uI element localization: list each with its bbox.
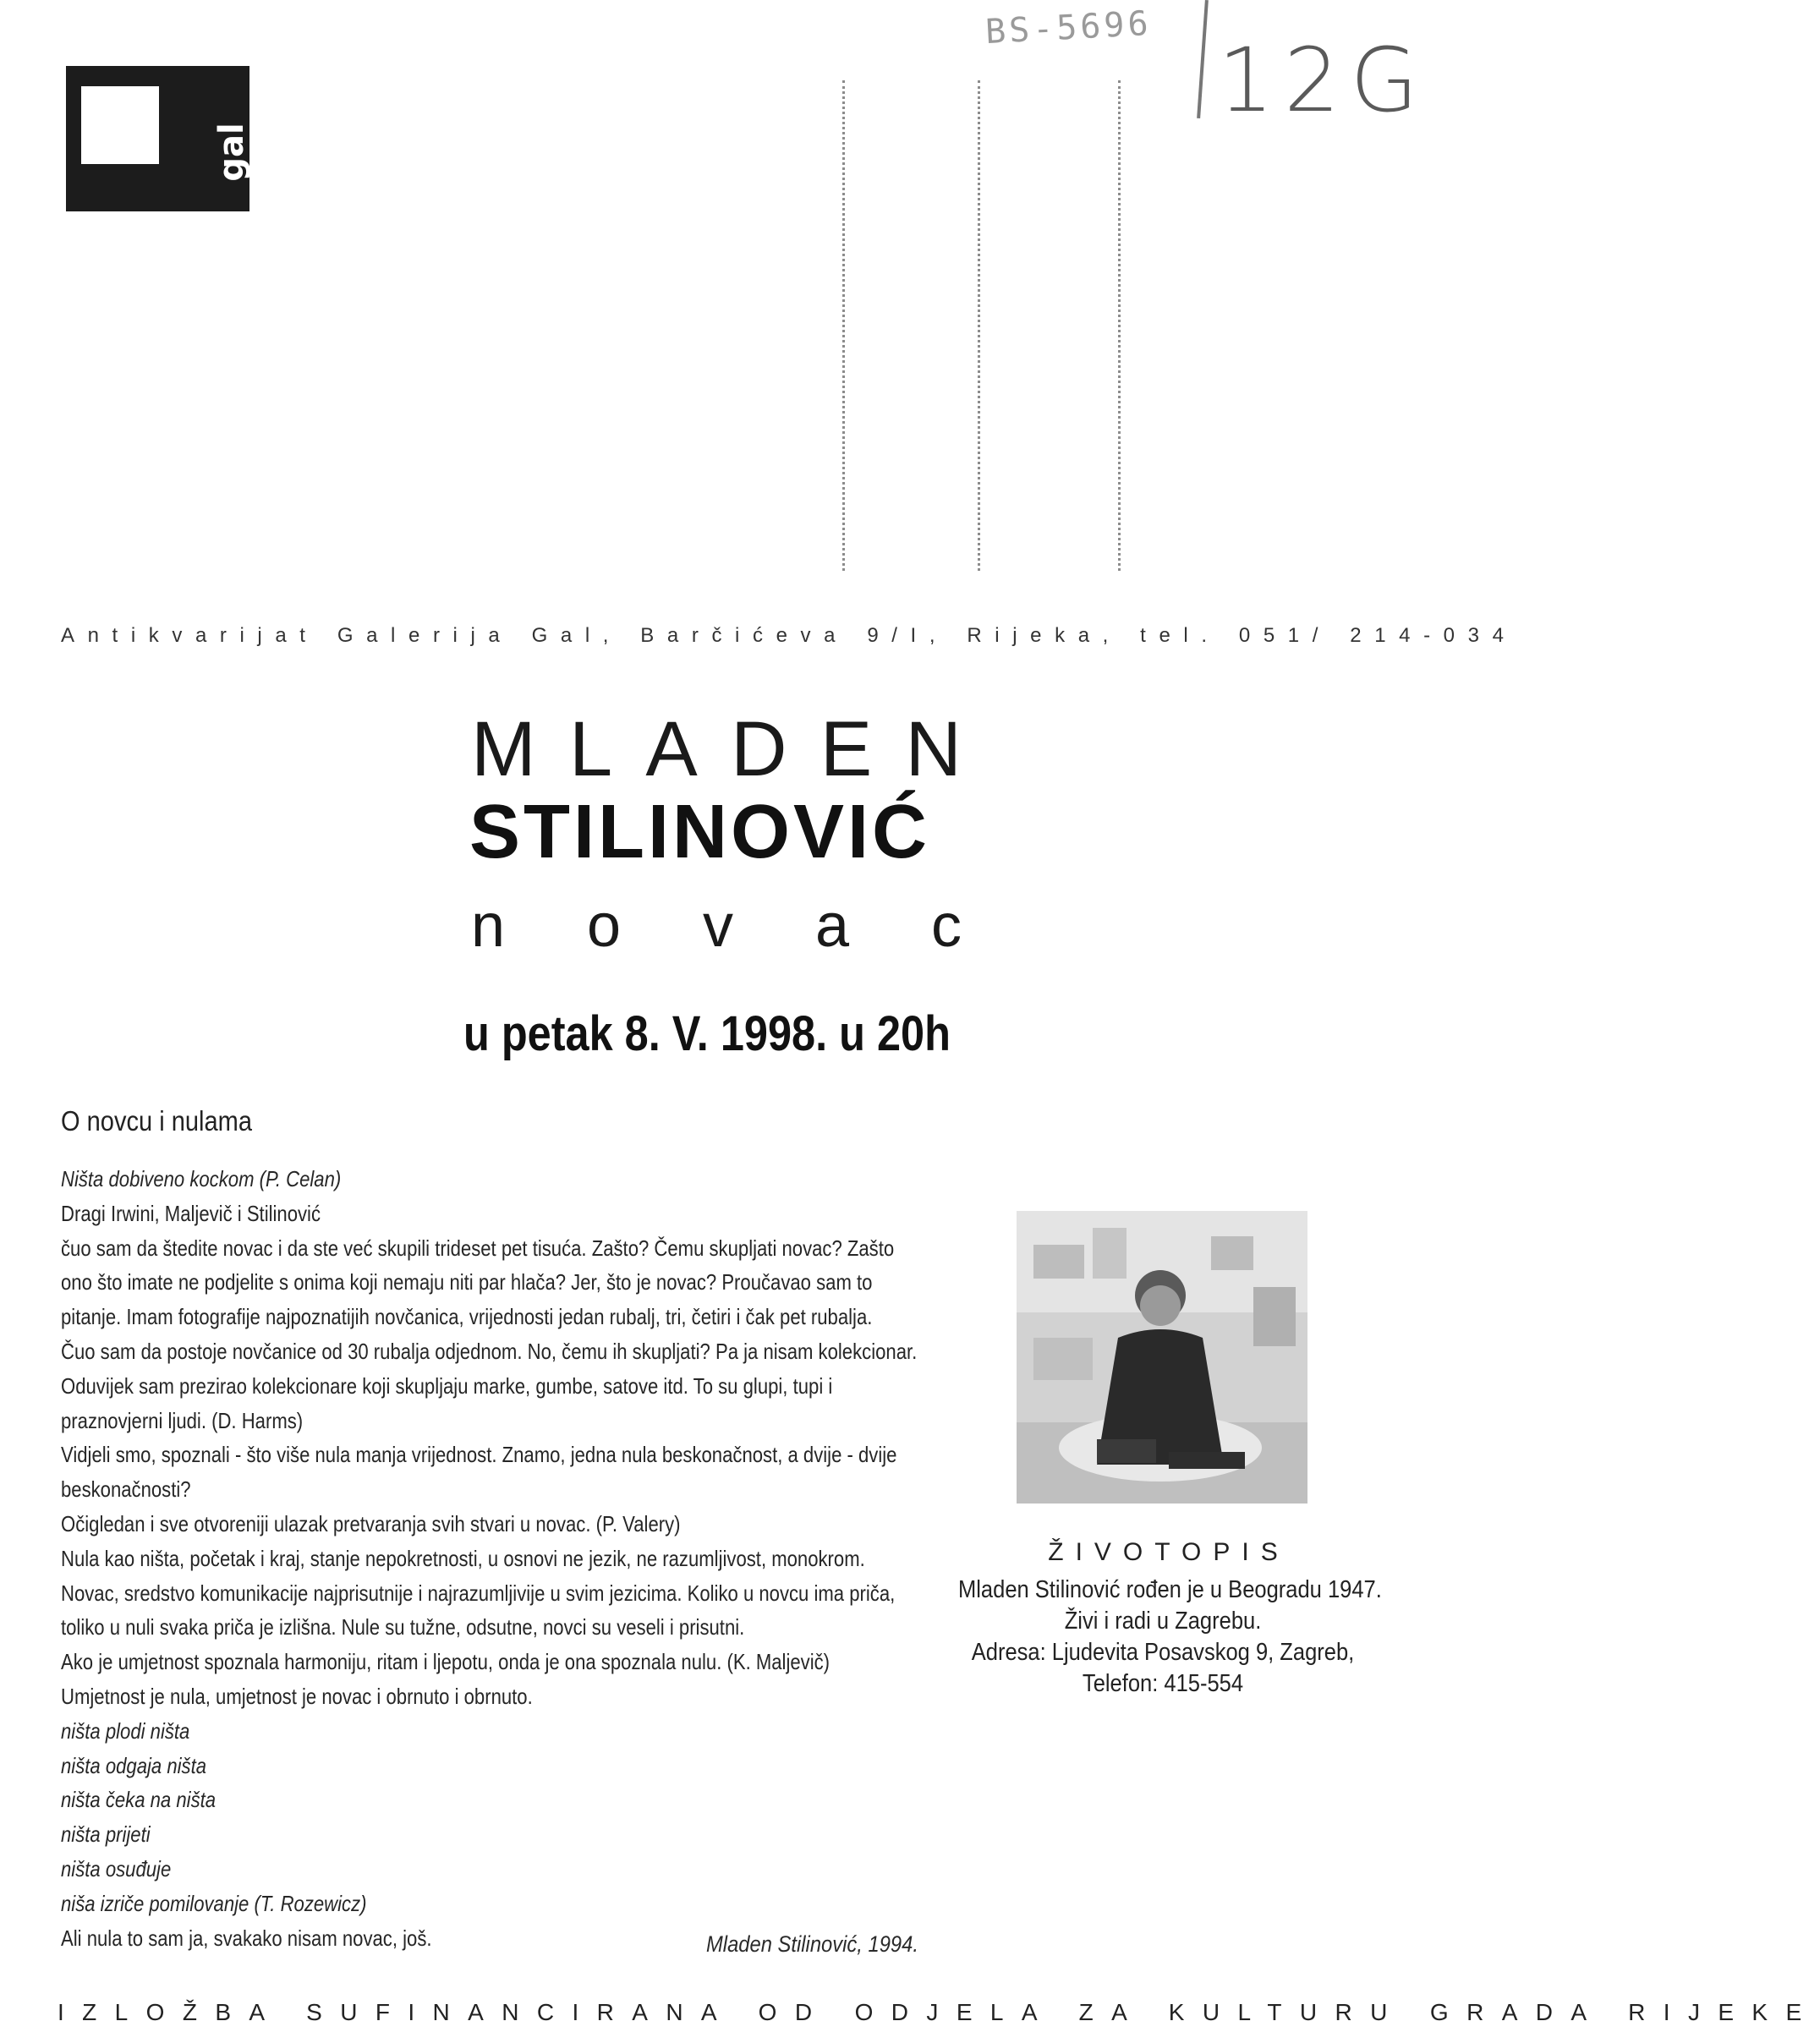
essay-line: ništa čeka na ništa [61, 1787, 217, 1813]
essay-line: Dragi Irwini, Maljevič i Stilinović [61, 1200, 321, 1226]
essay-line: Umjetnost je nula, umjetnost je novac i obrnuto i obrnuto. [61, 1683, 533, 1709]
essay-line: pitanje. Imam fotografije najpoznatijih novčanica, vrijednosti jedan rubalj, tri, četiri i čak pet rubalja. [61, 1304, 873, 1330]
essay-line: Vidjeli smo, spoznali - što više nula manja vrijednost. Znamo, jedna nula beskonačnost, a dvije - dvije [61, 1442, 897, 1468]
handwritten-code: 12G [1218, 29, 1428, 132]
address-dotted-line [842, 80, 845, 571]
artist-first-name [471, 706, 962, 792]
footer-sponsor-note: IZLOŽBA SUFINANCIRANA OD ODJELA ZA KULTURU GRADA RIJEKE [58, 1999, 1820, 2025]
work-title-letter: v [703, 892, 733, 960]
work-title-letter: a [814, 892, 849, 960]
essay-line: Ako je umjetnost spoznala harmoniju, ritam i ljepotu, onda je ona spoznala nulu. (K. Maljevič) [61, 1649, 831, 1675]
artist-photo [1017, 1211, 1307, 1503]
first-name-letter: D [731, 706, 787, 792]
gallery-address: Antikvarijat Galerija Gal, Barčićeva 9/I, Rijeka, tel. 051/ 214-034 [61, 624, 1517, 647]
essay-line: praznovjerni ljudi. (D. Harms) [61, 1407, 304, 1433]
biography-line: Adresa: Ljudevita Posavskog 9, Zagreb, [971, 1639, 1355, 1666]
essay-body [61, 1162, 924, 1955]
biography-line: Živi i radi u Zagrebu. [1064, 1608, 1262, 1635]
logo-square-mark [81, 86, 159, 164]
work-title-letter: c [930, 892, 962, 960]
essay-line: Očigledan i sve otvoreniji ulazak pretvaranja svih stvari u novac. (P. Valery) [61, 1510, 681, 1536]
artist-last-name: STILINOVIĆ [469, 790, 931, 874]
first-name-letter: M [471, 706, 536, 792]
essay-line: ništa osuđuje [61, 1855, 172, 1881]
gallery-logo [66, 66, 249, 211]
essay-title: O novcu i nulama [61, 1105, 252, 1137]
work-title-letter: n [471, 892, 506, 960]
essay-line: Novac, sredstvo komunikacije najprisutnije i najrazumljivije u svim jezicima. Koliko u novcu ima priča, [61, 1580, 896, 1606]
essay-line: Ništa dobiveno kockom (P. Celan) [61, 1166, 342, 1191]
essay-line: Nula kao ništa, početak i kraj, stanje nepokretnosti, u osnovi ne jezik, ne razumljivost, monokrom. [61, 1545, 865, 1571]
first-name-letter: E [820, 706, 873, 792]
essay-line: ništa odgaja ništa [61, 1752, 207, 1778]
biography-heading: ŽIVOTOPIS [1048, 1538, 1290, 1566]
biography-line: Telefon: 415-554 [1082, 1670, 1244, 1697]
essay-line: toliko u nuli svaka priča je izlišna. Nule su tužne, odsutne, novci su veseli i prisutni. [61, 1614, 745, 1640]
essay-line: ništa prijeti [61, 1821, 151, 1848]
essay-line: ništa plodi ništa [61, 1717, 190, 1744]
event-date: u petak 8. V. 1998. u 20h [463, 1006, 951, 1061]
handwritten-slash [1197, 0, 1209, 118]
essay-line: Ali nula to sam ja, svakako nisam novac, još. [61, 1925, 432, 1951]
essay-line: čuo sam da štedite novac i da ste već skupili trideset pet tisuća. Zašto? Čemu skupljati novac? Zašto [61, 1235, 895, 1261]
essay-line: beskonačnosti? [61, 1476, 191, 1503]
first-name-letter: L [568, 706, 613, 792]
essay-line: niša izriče pomilovanje (T. Rozewicz) [61, 1890, 367, 1916]
work-title-letter: o [587, 892, 622, 960]
essay-author: Mladen Stilinović, 1994. [706, 1931, 918, 1957]
essay-line: Čuo sam da postoje novčanice od 30 rubalja odjednom. No, čemu ih skupljati? Pa ja nisam kolekcionar. [61, 1338, 918, 1364]
biography-line: Mladen Stilinović rođen je u Beogradu 1947. [958, 1576, 1382, 1603]
first-name-letter: N [905, 706, 962, 792]
biography-section [930, 1534, 1395, 1700]
essay-line: Oduvijek sam prezirao kolekcionare koji skupljaju marke, gumbe, satove itd. To su glupi, tupi i [61, 1372, 833, 1399]
exhibition-title [471, 892, 962, 960]
handwritten-reference: BS-5696 [984, 3, 1153, 52]
logo-text: gal [212, 123, 251, 182]
address-dotted-line [978, 80, 980, 571]
essay-line: ono što imate ne podjelite s onima koji nemaju niti par hlača? Jer, što je novac? Proučavao sam to [61, 1269, 873, 1295]
address-dotted-line [1118, 80, 1121, 571]
first-name-letter: A [645, 706, 698, 792]
biography-lines [930, 1575, 1395, 1700]
